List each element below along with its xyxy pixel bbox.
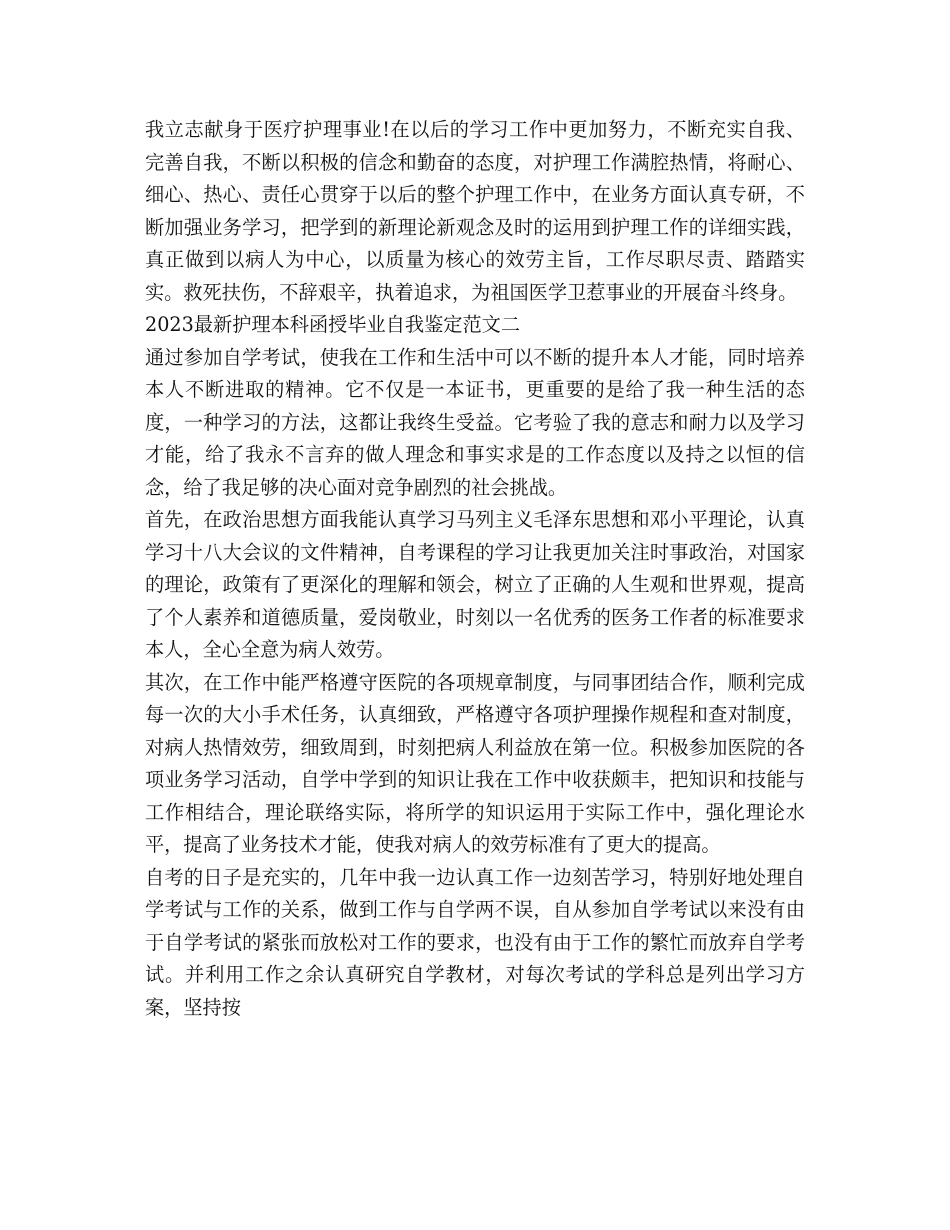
- paragraph-political-thought: 首先，在政治思想方面我能认真学习马列主义毛泽东思想和邓小平理论，认真学习十八大会议的文件精神，自考课程的学习让我更加关注时事政治，对国家的理论，政策有了更深化的理解和领会，树立了正确的人生观和世界观，提高了个人素养和道德质量，爱岗敬业，时刻以一名优秀的医务工作者的标准要求本人，全心全意为病人效劳。: [145, 508, 805, 661]
- paragraph-study-days: 自考的日子是充实的，几年中我一边认真工作一边刻苦学习，特别好地处理自学考试与工作的关系，做到工作与自学两不误，自从参加自学考试以来没有由于自学考试的紧张而放松对工作的要求，也没有由于工作的繁忙而放弃自学考试。并利用工作之余认真研究自学教材，对每次考试的学科总是列出学习方案，坚持按: [145, 865, 805, 1019]
- paragraph-dedication: 我立志献身于医疗护理事业!在以后的学习工作中更加努力，不断充实自我、完善自我，不断以积极的信念和勤奋的态度，对护理工作满腔热情，将耐心、细心、热心、责任心贯穿于以后的整个护理工作中，在业务方面认真专研，不断加强业务学习，把学到的新理论新观念及时的运用到护理工作的详细实践，真正做到以病人为中心，以质量为核心的效劳主旨，工作尽职尽责、踏踏实实。救死扶伤，不辞艰辛，执着追求，为祖国医学卫惹事业的开展奋斗终身。: [145, 118, 805, 304]
- document-page: [145, 114, 805, 1024]
- paragraph-self-study: 通过参加自学考试，使我在工作和生活中可以不断的提升本人才能，同时培养本人不断进取的精神。它不仅是一本证书，更重要的是给了我一种生活的态度，一种学习的方法，这都让我终生受益。它考验了我的意志和耐力以及学习才能，给了我永不言弃的做人理念和事实求是的工作态度以及持之以恒的信念，给了我足够的决心面对竞争剧烈的社会挑战。: [145, 345, 805, 499]
- paragraph-work-performance: 其次，在工作中能严格遵守医院的各项规章制度，与同事团结合作，顺利完成每一次的大小手术任务，认真细致，严格遵守各项护理操作规程和查对制度，对病人热情效劳，细致周到，时刻把病人利益放在第一位。积极参加医院的各项业务学习活动，自学中学到的知识让我在工作中收获颇丰，把知识和技能与工作相结合，理论联络实际，将所学的知识运用于实际工作中，强化理论水平，提高了业务技术才能，使我对病人的效劳标准有了更大的提高。: [145, 670, 805, 856]
- section-heading: 2023最新护理本科函授毕业自我鉴定范文二: [145, 313, 521, 336]
